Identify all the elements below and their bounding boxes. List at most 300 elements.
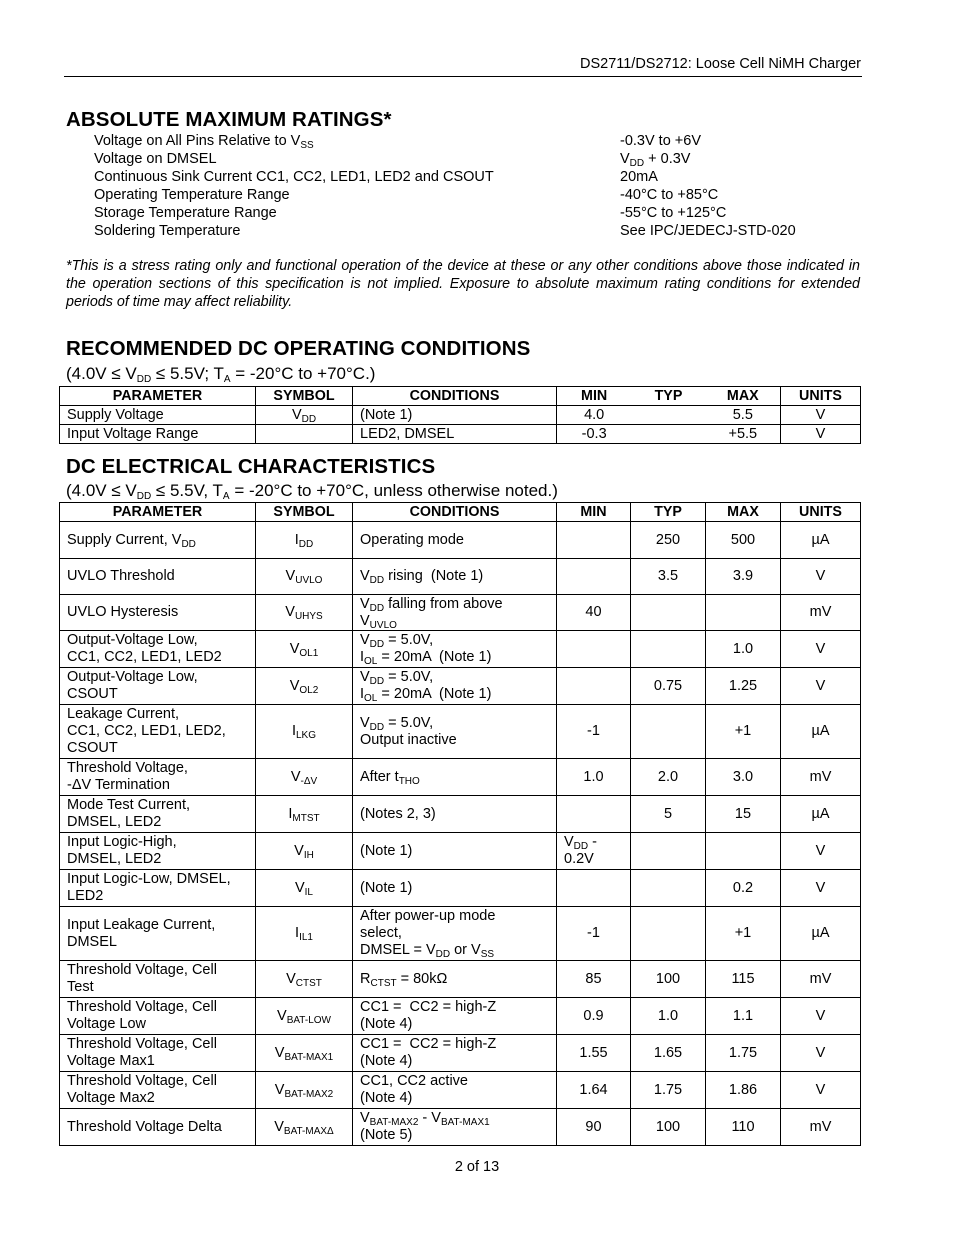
cell-line [67,777,255,794]
min-value [557,668,631,705]
cell-text: DMSEL, LED2 [67,814,162,830]
header-divider [64,76,862,77]
typ-value: 3.5 [631,559,706,595]
cell-text: (Note 1) [360,879,413,896]
symbol-cell [256,907,353,961]
conditions-cell [353,961,557,998]
symbol-cell [256,559,353,595]
stress-rating-note: *This is a stress rating only and functional operation of the device at these or any other conditions above those indicated in the operation sections of this specification is not implied. Exposure to absolute maximum rating conditions for extended periods of time may affect reliability. [66,258,860,310]
cell-line [360,632,556,649]
cell-text: After power-up mode [360,908,496,924]
cell-text: = 5.0V, [384,632,434,648]
conditions-cell: LED2, DMSEL [353,425,557,444]
cell-line [256,723,352,740]
cell-text: V [294,879,305,896]
cell-text: (Note 4) [360,1016,413,1032]
typ-value: 1.65 [631,1035,706,1072]
cell-line [67,1016,255,1033]
cell-text: V [360,595,370,612]
symbol-cell [256,425,353,444]
amr-row [94,150,864,168]
cell-text: 1.64 [579,1081,608,1098]
conditions-cell [353,668,557,705]
symbol-cell [256,631,353,668]
cell-text: Voltage Max1 [67,1053,155,1069]
cell-text: Voltage Low [67,1016,147,1032]
page-number: 2 of 13 [454,1159,500,1175]
param-cell [60,833,256,870]
subscript: BAT-MAX2 [369,1117,419,1128]
cell-text: - [588,834,597,850]
cell-line [256,641,352,658]
col-header-conditions: CONDITIONS [353,387,557,406]
typ-value: 0.75 [631,668,706,705]
cell-line [360,686,556,703]
cell-line [67,1119,255,1136]
cell-text: or V [450,942,481,958]
cell-line [67,532,255,549]
cell-text: (Note 4) [360,1053,413,1069]
min-value [557,796,631,833]
rdc-cond-sub: DD [136,374,152,385]
min-value [557,907,631,961]
cell-line [67,604,255,621]
col-header-symbol: SYMBOL [256,387,353,406]
cell-text: (Note 5) [360,1127,413,1143]
col-header-units: UNITS [781,387,861,406]
subscript: UHYS [294,611,323,622]
min-typ-max-cell [557,425,781,444]
table-row [60,668,861,705]
rdc-title: RECOMMENDED DC OPERATING CONDITIONS [66,337,531,360]
subscript: DD [369,639,385,650]
cell-line [67,568,255,585]
cell-line [67,851,255,868]
cell-text: Output-Voltage Low, [67,669,198,685]
max-value: 0.2 [706,870,781,907]
col-header-conditions: CONDITIONS [353,503,557,522]
cell-text: Threshold Voltage, [67,760,188,776]
min-typ-max-cell [557,406,781,425]
cell-line [360,908,556,925]
cell-text: V [360,632,370,648]
typ-value [631,705,706,759]
min-value [557,1109,631,1146]
amr-param: Continuous Sink Current CC1, CC2, LED1, LED2 and CSOUT [94,169,494,185]
cell-line [557,604,630,621]
amr-value: -0.3V to +6V [620,133,702,149]
cell-text: UVLO Threshold [67,568,175,584]
dce-cond-sub: DD [136,491,152,502]
cell-text: Threshold Voltage, Cell [67,1073,217,1089]
amr-list [94,132,864,240]
cell-text: -1 [587,723,600,739]
cell-text: V [289,640,300,657]
conditions-cell [353,1035,557,1072]
min-value [557,833,631,870]
cell-line [256,1082,352,1099]
cell-text: V [360,568,370,584]
table-row [60,833,861,870]
symbol-cell: $V_{DD}$ [256,406,353,425]
cell-line [564,851,630,868]
cell-text: = 20mA (Note 1) [377,649,492,665]
cell-text: I [291,723,296,739]
min-value [557,1072,631,1109]
cell-text: = 5.0V, [384,714,434,731]
cell-line [360,880,556,897]
param-cell [60,1109,256,1146]
cell-line [256,1045,352,1062]
amr-param: Voltage on All Pins Relative to V [94,133,301,149]
conditions-cell [353,1109,557,1146]
cell-text: R [360,970,371,987]
cell-text: rising (Note 1) [384,568,484,584]
units-cell: V [781,1072,861,1109]
table-header-row [60,503,861,522]
symbol-cell [256,796,353,833]
table-row [60,1072,861,1109]
rdc-cond-text: = -20°C to +70°C.) [230,364,376,383]
typ-value: 250 [631,522,706,559]
cell-text: I [288,805,293,822]
max-value: 3.9 [706,559,781,595]
cell-text: 40 [585,604,602,620]
symbol-cell [256,1072,353,1109]
cell-line [360,1053,556,1070]
typ-value: 1.75 [631,1072,706,1109]
cell-line [256,843,352,860]
cell-text: DMSEL [67,933,117,950]
cell-line [360,1090,556,1107]
cell-line [360,843,556,860]
cell-line [360,769,556,786]
amr-row [94,186,864,204]
max-value: 1.25 [706,668,781,705]
cell-line [557,925,630,942]
amr-title: ABSOLUTE MAXIMUM RATINGS* [66,108,392,131]
conditions-cell [353,595,557,631]
dce-cond-text: ≤ 5.5V, T [151,481,223,500]
cell-line [360,649,556,666]
subscript: DD [369,602,385,614]
subscript: UVLO [295,575,323,586]
max-value: 3.0 [706,759,781,796]
units-cell: V [781,998,861,1035]
cell-text: V [274,1081,285,1098]
typ-value: 100 [631,961,706,998]
subscript: OL2 [299,684,319,696]
cell-text: (Note 1) [360,842,413,859]
amr-param: Voltage on DMSEL [94,151,217,167]
cell-line [360,1110,556,1127]
cell-text: LED2 [67,888,104,904]
cell-text: CC1, CC2 active [360,1073,468,1089]
table-row [60,595,861,631]
rdc-conditions [66,364,375,384]
symbol-cell [256,705,353,759]
cell-text: I [295,925,300,941]
typ-value [631,907,706,961]
table-row [60,870,861,907]
cell-text: CC1 = CC2 = high-Z [360,1036,497,1052]
symbol-cell [256,961,353,998]
cell-text: 0.9 [583,1007,604,1024]
subscript: IH [303,849,314,861]
cell-text: UVLO Hysteresis [67,604,179,620]
cell-line [557,769,630,786]
units-cell: V [781,425,861,444]
subscript: MTST [292,812,320,824]
cell-text: Threshold Voltage, Cell [67,962,217,978]
cell-line [67,1090,255,1107]
table-row [60,406,861,425]
cell-text: I [294,531,299,548]
max-value: 1.75 [706,1035,781,1072]
cell-text: V [290,768,301,785]
cell-line [67,917,255,934]
cell-text: V [285,604,295,620]
cell-line [67,632,255,649]
conditions-cell: (Note 1) [353,406,557,425]
symbol-cell [256,1109,353,1146]
amr-value: 20mA [620,169,658,185]
symbol-cell [256,998,353,1035]
cell-line [67,740,255,757]
subscript: DD [369,676,385,687]
table-row [60,961,861,998]
max-value: +1 [706,907,781,961]
subscript: BAT-LOW [286,1014,331,1026]
param-cell [60,796,256,833]
col-header-symbol: SYMBOL [256,503,353,522]
amr-value: -40°C to +85°C [620,187,719,203]
cell-line [360,971,556,988]
cell-line [360,1073,556,1090]
units-cell: µA [781,907,861,961]
conditions-cell [353,759,557,796]
min-value [557,631,631,668]
cell-text: 1.55 [579,1044,608,1061]
cell-text: = 20mA (Note 1) [377,686,492,702]
cell-line [557,1082,630,1099]
cell-text: CC1, CC2, LED1, LED2 [67,649,222,665]
cell-text: 1.0 [583,768,604,785]
cell-line [360,942,556,959]
subscript: -ΔV [300,775,318,787]
col-header-min: MIN [581,388,608,404]
subscript: DD [369,575,385,586]
min-value [557,559,631,595]
table-row [60,1109,861,1146]
param-cell [60,907,256,961]
units-cell: V [781,833,861,870]
max-value: +5.5 [728,425,758,442]
symbol-cell [256,833,353,870]
param-cell [60,668,256,705]
max-value: 500 [706,522,781,559]
cell-text: V [274,1118,284,1135]
cell-text: Threshold Voltage Delta [67,1118,222,1135]
cell-text: falling from above [384,595,503,612]
conditions-cell [353,907,557,961]
col-header-parameter: PARAMETER [60,503,256,522]
cell-line [256,678,352,695]
subscript: BAT-MAX1 [284,1051,334,1063]
cell-text: = 5.0V, [384,669,434,685]
subscript: IL [304,886,313,898]
cell-line [67,999,255,1016]
cell-text: V [285,568,296,584]
subscript: DD [435,949,451,960]
cell-line [256,880,352,897]
units-cell: mV [781,1109,861,1146]
cell-line [256,1008,352,1025]
min-value [557,705,631,759]
units-cell: V [781,1035,861,1072]
rdc-cond-sub: A [223,374,231,385]
col-header-max: MAX [706,503,781,522]
dce-table [59,502,861,1146]
typ-value [631,870,706,907]
typ-value: 2.0 [631,759,706,796]
param-cell [60,705,256,759]
typ-value: 5 [631,796,706,833]
cell-text: Leakage Current, [67,706,180,722]
cell-text: V [277,1007,287,1024]
min-value [557,998,631,1035]
cell-text: Threshold Voltage, Cell [67,1036,217,1052]
dce-cond-text: = -20°C to +70°C, unless otherwise noted.) [229,481,558,500]
max-value: 115 [706,961,781,998]
cell-line [256,971,352,988]
symbol-cell [256,522,353,559]
cell-line [360,1127,556,1144]
cell-line [360,999,556,1016]
cell-line [564,834,630,851]
cell-line [557,1045,630,1062]
cell-text: V [360,1110,370,1126]
amr-value: -55°C to +125°C [620,205,727,221]
dce-cond-sub: A [222,491,230,502]
cell-text: V [564,834,574,850]
typ-value [631,631,706,668]
max-value [706,833,781,870]
cell-text: 0.2V [564,851,594,867]
subscript: THO [398,775,420,787]
col-header-min-typ-max [557,387,781,406]
conditions-cell [353,833,557,870]
max-value: 1.1 [706,998,781,1035]
cell-text: -ΔV Termination [67,777,170,793]
cell-line [67,888,255,905]
cell-text: CC1 = CC2 = high-Z [360,999,497,1015]
min-value: 4.0 [584,406,605,423]
subscript: LKG [296,730,317,741]
typ-value [631,833,706,870]
cell-line [360,669,556,686]
cell-text: V [274,1044,285,1061]
cell-line [360,613,556,630]
subscript: BAT-MAXΔ [283,1125,334,1137]
cell-text: V [294,842,304,859]
conditions-cell [353,631,557,668]
cell-text: Input Logic-Low, DMSEL, [67,871,231,887]
units-cell: V [781,870,861,907]
param-cell [60,1035,256,1072]
table-row [60,907,861,961]
amr-value-sub: DD [629,158,645,169]
table-row [60,796,861,833]
max-value [706,595,781,631]
amr-value: + 0.3V [644,151,691,167]
table-header-row [60,387,861,406]
cell-line [256,532,352,549]
units-cell: mV [781,595,861,631]
col-header-units: UNITS [781,503,861,522]
cell-line [360,1016,556,1033]
col-header-typ: TYP [631,503,706,522]
table-row [60,1035,861,1072]
cell-line [67,834,255,851]
conditions-cell [353,559,557,595]
cell-text: 90 [585,1118,602,1135]
table-row [60,425,861,444]
min-value [557,522,631,559]
typ-value [631,595,706,631]
param-cell [60,998,256,1035]
cell-line [67,760,255,777]
table-row [60,559,861,595]
cell-text: V [289,677,300,694]
amr-param: Soldering Temperature [94,223,241,239]
cell-text: DMSEL, LED2 [67,851,162,867]
cell-line [360,532,556,549]
cell-text: Test [67,979,94,995]
conditions-cell [353,1072,557,1109]
subscript: CTST [295,977,322,989]
cell-text: - V [418,1110,441,1126]
cell-line [67,706,255,723]
cell-text: I [360,649,365,665]
col-header-parameter: PARAMETER [60,387,256,406]
cell-text: V [360,612,370,629]
param-cell: Input Voltage Range [60,425,256,444]
subscript: IL1 [299,932,313,943]
cell-text: 85 [585,970,602,987]
conditions-cell [353,998,557,1035]
cell-line [256,568,352,585]
rdc-cond-text: (4.0V ≤ V [66,364,137,383]
cell-line [67,962,255,979]
rdc-cond-text: ≤ 5.5V; T [151,364,224,383]
cell-text: Output inactive [360,731,457,748]
max-value: 1.86 [706,1072,781,1109]
cell-text: Supply Current, V [67,531,182,548]
units-cell: µA [781,522,861,559]
dce-cond-text: (4.0V ≤ V [66,481,137,500]
units-cell: µA [781,796,861,833]
cell-text: V [360,669,370,685]
cell-line [256,925,352,942]
subscript: DD [369,721,385,733]
conditions-cell [353,870,557,907]
cell-text: (Note 4) [360,1090,413,1106]
param-cell [60,522,256,559]
table-row [60,631,861,668]
cell-text: select, [360,925,402,941]
subscript: BAT-MAX1 [440,1117,490,1128]
